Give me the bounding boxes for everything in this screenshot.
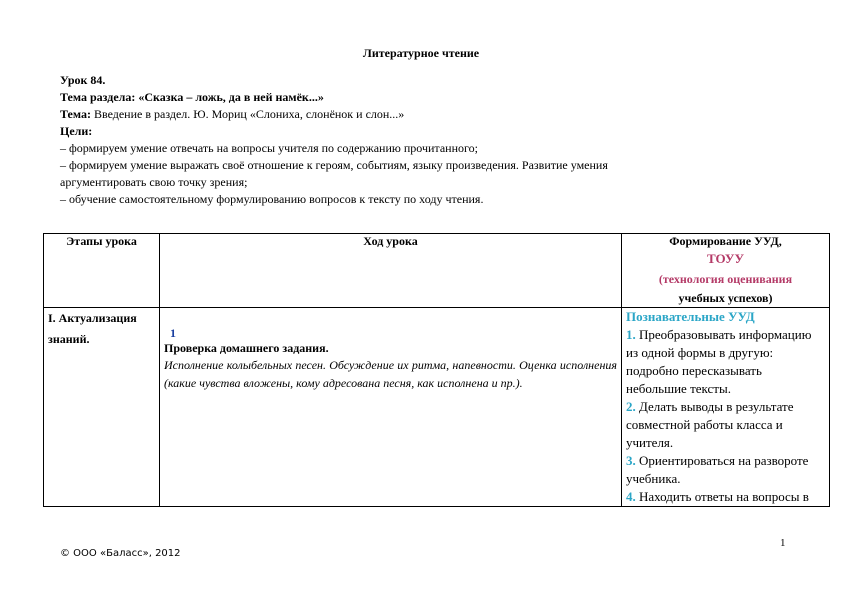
lesson-number: Урок 84. <box>60 73 106 87</box>
header-toou: ТОУУ <box>707 251 744 266</box>
topic-line <box>60 106 760 123</box>
goal-line: – обучение самостоятельному формулированию вопросов к тексту по ходу чтения. <box>60 192 484 206</box>
goal-line: – формируем умение выражать своё отношение к героям, событиям, языку произведения. Развитие умения <box>60 158 608 172</box>
header-formation <box>622 234 830 308</box>
uud-cell <box>622 308 830 507</box>
stage-cell: I. Актуализация знаний. <box>44 308 160 507</box>
step-heading: Проверка домашнего задания. <box>164 341 329 355</box>
header-tech-line1: (технология оценивания <box>658 272 793 286</box>
table-row <box>44 308 830 507</box>
lesson-intro <box>60 72 760 208</box>
uud-item-text: Делать выводы в результате совместной работы класса и учителя. <box>626 399 794 450</box>
document-title: Литературное чтение <box>362 46 480 60</box>
goal-line: аргументировать свою точку зрения; <box>60 175 248 189</box>
uud-item-number: 2. <box>626 399 636 414</box>
header-tech-line2: учебных успехов) <box>678 291 773 305</box>
course-cell <box>160 308 622 507</box>
goal-line: – формируем умение отвечать на вопросы учителя по содержанию прочитанного; <box>60 141 478 155</box>
header-stages: Этапы урока <box>44 234 160 308</box>
step-body: Исполнение колыбельных песен. Обсуждение их ритма, напевности. Оценка исполнения (какие чувства вложены, кому адресована песня, как исполнена и пр.). <box>164 358 617 390</box>
uud-item-number: 3. <box>626 453 636 468</box>
uud-item-number: 4. <box>626 489 636 504</box>
table-header-row <box>44 234 830 308</box>
header-course: Ход урока <box>160 234 622 308</box>
uud-item <box>626 488 825 506</box>
goals-label: Цели: <box>60 124 93 138</box>
footer-copyright: © ООО «Баласс», 2012 <box>60 548 181 559</box>
header-formation-title: Формирование УУД, <box>669 234 782 248</box>
uud-item <box>626 452 825 488</box>
topic-label: Тема: <box>60 107 91 121</box>
uud-item-text: Преобразовывать информацию из одной формы в другую: подробно пересказывать небольшие тексты. <box>626 327 812 396</box>
uud-item <box>626 326 825 398</box>
uud-item <box>626 398 825 452</box>
uud-item-number: 1. <box>626 327 636 342</box>
step-number: 1 <box>170 326 176 340</box>
uud-item-text: Находить ответы на вопросы в <box>639 489 809 504</box>
topic-value: Введение в раздел. Ю. Мориц «Слониха, слонёнок и слон...» <box>93 107 405 121</box>
page-number: 1 <box>780 537 786 549</box>
section-line <box>60 89 760 106</box>
lesson-table <box>43 233 830 507</box>
section-value: «Сказка – ложь, да в ней намёк...» <box>138 90 324 104</box>
uud-title: Познавательные УУД <box>626 309 755 324</box>
uud-item-text: Ориентироваться на развороте учебника. <box>626 453 809 486</box>
section-label: Тема раздела: <box>60 90 136 104</box>
